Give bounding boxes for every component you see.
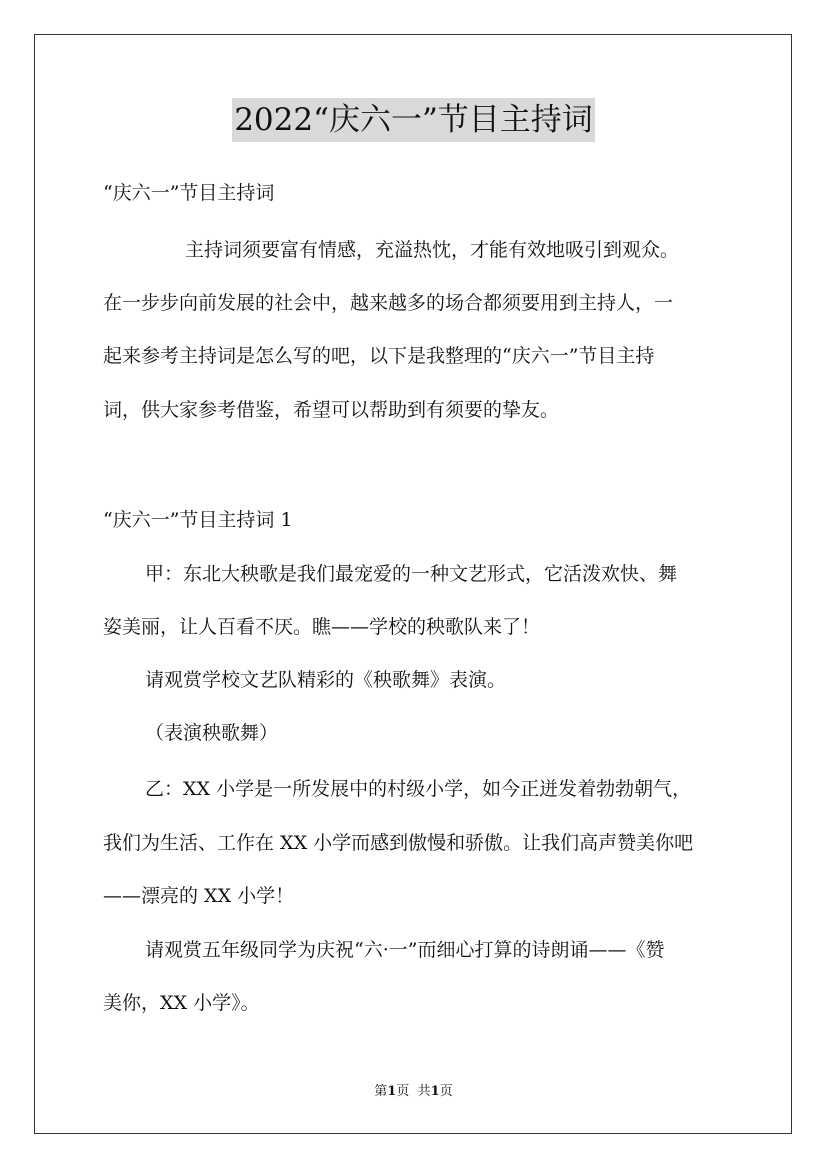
footer-total-suffix: 页 xyxy=(439,1084,453,1099)
document-title: 2022“庆六一”节目主持词 xyxy=(232,98,595,142)
footer-total-number: 1 xyxy=(430,1084,440,1099)
intro-line: 起来参考主持词是怎么写的吧，以下是我整理的“庆六一”节目主持 xyxy=(103,345,655,367)
body-line: ——漂亮的 XX 小学！ xyxy=(103,885,295,907)
body-line: 请观赏学校文艺队精彩的《秧歌舞》表演。 xyxy=(145,669,507,691)
body-line: 美你，XX 小学》。 xyxy=(103,992,260,1014)
body-line: 我们为生活、工作在 XX 小学而感到傲慢和骄傲。让我们高声赞美你吧 xyxy=(103,832,694,854)
subtitle: “庆六一”节目主持词 xyxy=(103,182,275,204)
footer-page-prefix: 第 xyxy=(374,1084,388,1099)
body-line: （表演秧歌舞） xyxy=(145,722,279,744)
intro-line: 主持词须要富有情感，充溢热忱，才能有效地吸引到观众。 xyxy=(185,239,680,261)
page-footer xyxy=(0,1083,827,1101)
body-line: 姿美丽，让人百看不厌。瞧——学校的秧歌队来了！ xyxy=(103,616,541,638)
title-wrap xyxy=(0,98,827,142)
section-heading: “庆六一”节目主持词 1 xyxy=(103,509,293,531)
body-line: 乙：XX 小学是一所发展中的村级小学，如今正迸发着勃勃朝气， xyxy=(145,778,692,800)
footer-page-number: 1 xyxy=(387,1084,397,1099)
intro-line: 在一步步向前发展的社会中，越来越多的场合都须要用到主持人，一 xyxy=(103,292,674,314)
footer-total-prefix: 共 xyxy=(417,1084,431,1099)
body-line: 甲：东北大秧歌是我们最宠爱的一种文艺形式，它活泼欢快、舞 xyxy=(145,563,678,585)
intro-line: 词，供大家参考借鉴，希望可以帮助到有须要的挚友。 xyxy=(103,399,560,421)
footer-page-suffix: 页 xyxy=(396,1084,410,1099)
body-line: 请观赏五年级同学为庆祝“六·一”而细心打算的诗朗诵——《赞 xyxy=(145,939,665,961)
